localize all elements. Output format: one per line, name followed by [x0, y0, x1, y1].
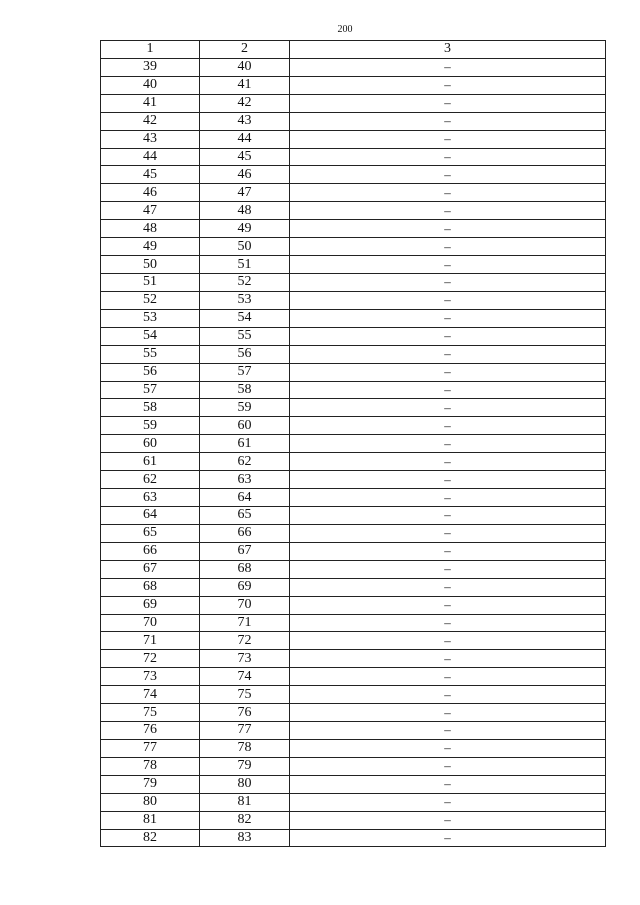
table-cell-col-3: –	[290, 757, 606, 775]
table-cell-col-2: 66	[200, 524, 290, 542]
table-cell-col-2: 48	[200, 202, 290, 220]
column-header-3: 3	[290, 41, 606, 59]
table-cell-col-2: 62	[200, 453, 290, 471]
table-cell-col-1: 60	[101, 435, 200, 453]
table-row	[101, 112, 606, 130]
table-cell-col-1: 76	[101, 722, 200, 740]
table-cell-col-1: 59	[101, 417, 200, 435]
table-row	[101, 417, 606, 435]
table-cell-col-2: 53	[200, 291, 290, 309]
table-cell-col-2: 59	[200, 399, 290, 417]
table-cell-col-1: 52	[101, 291, 200, 309]
table-cell-col-2: 69	[200, 578, 290, 596]
table-cell-col-2: 81	[200, 793, 290, 811]
table-row	[101, 489, 606, 507]
table-cell-col-1: 46	[101, 184, 200, 202]
table-cell-col-2: 51	[200, 256, 290, 274]
table-cell-col-3: –	[290, 435, 606, 453]
table-cell-col-3: –	[290, 58, 606, 76]
table-cell-col-3: –	[290, 166, 606, 184]
table-cell-col-2: 42	[200, 94, 290, 112]
table-cell-col-3: –	[290, 453, 606, 471]
table-cell-col-1: 68	[101, 578, 200, 596]
table-cell-col-2: 61	[200, 435, 290, 453]
table-cell-col-1: 39	[101, 58, 200, 76]
table-cell-col-1: 58	[101, 399, 200, 417]
table-cell-col-2: 72	[200, 632, 290, 650]
table-row	[101, 829, 606, 847]
table-cell-col-3: –	[290, 704, 606, 722]
table-cell-col-1: 45	[101, 166, 200, 184]
table-cell-col-1: 67	[101, 560, 200, 578]
table-row	[101, 632, 606, 650]
table-cell-col-3: –	[290, 739, 606, 757]
table-row	[101, 148, 606, 166]
table-cell-col-3: –	[290, 650, 606, 668]
table-cell-col-3: –	[290, 722, 606, 740]
table-cell-col-1: 79	[101, 775, 200, 793]
table-cell-col-2: 83	[200, 829, 290, 847]
table-cell-col-3: –	[290, 524, 606, 542]
table-cell-col-2: 68	[200, 560, 290, 578]
table-cell-col-1: 53	[101, 309, 200, 327]
table-cell-col-1: 69	[101, 596, 200, 614]
table-row	[101, 166, 606, 184]
table-cell-col-1: 61	[101, 453, 200, 471]
table-row	[101, 435, 606, 453]
table-cell-col-3: –	[290, 471, 606, 489]
table-row	[101, 614, 606, 632]
table-cell-col-2: 73	[200, 650, 290, 668]
table-cell-col-3: –	[290, 238, 606, 256]
table-cell-col-1: 63	[101, 489, 200, 507]
table-cell-col-2: 65	[200, 506, 290, 524]
table-cell-col-3: –	[290, 363, 606, 381]
table-cell-col-3: –	[290, 273, 606, 291]
table-row	[101, 363, 606, 381]
table-cell-col-2: 58	[200, 381, 290, 399]
table-row	[101, 453, 606, 471]
table-cell-col-2: 82	[200, 811, 290, 829]
table-cell-col-1: 47	[101, 202, 200, 220]
table-cell-col-2: 70	[200, 596, 290, 614]
table-row	[101, 327, 606, 345]
table-cell-col-3: –	[290, 489, 606, 507]
data-table	[100, 40, 606, 847]
column-header-1: 1	[101, 41, 200, 59]
table-cell-col-2: 71	[200, 614, 290, 632]
table-cell-col-1: 51	[101, 273, 200, 291]
table-cell-col-1: 62	[101, 471, 200, 489]
table-cell-col-2: 67	[200, 542, 290, 560]
header-row	[101, 41, 606, 59]
table-cell-col-3: –	[290, 76, 606, 94]
table-row	[101, 668, 606, 686]
table-cell-col-2: 43	[200, 112, 290, 130]
table-row	[101, 202, 606, 220]
table-cell-col-1: 72	[101, 650, 200, 668]
table-cell-col-3: –	[290, 130, 606, 148]
table-row	[101, 542, 606, 560]
table-cell-col-2: 40	[200, 58, 290, 76]
table-cell-col-2: 79	[200, 757, 290, 775]
table-cell-col-2: 44	[200, 130, 290, 148]
table-row	[101, 560, 606, 578]
table-cell-col-3: –	[290, 417, 606, 435]
table-cell-col-2: 54	[200, 309, 290, 327]
table-cell-col-3: –	[290, 345, 606, 363]
table-cell-col-2: 50	[200, 238, 290, 256]
table-row	[101, 291, 606, 309]
table-row	[101, 757, 606, 775]
table-cell-col-2: 46	[200, 166, 290, 184]
table-row	[101, 381, 606, 399]
table-row	[101, 524, 606, 542]
table-cell-col-3: –	[290, 578, 606, 596]
table-cell-col-2: 75	[200, 686, 290, 704]
table-body	[101, 58, 606, 847]
table-cell-col-1: 74	[101, 686, 200, 704]
table-cell-col-3: –	[290, 829, 606, 847]
table-cell-col-1: 50	[101, 256, 200, 274]
table-cell-col-1: 75	[101, 704, 200, 722]
table-row	[101, 775, 606, 793]
table-cell-col-3: –	[290, 148, 606, 166]
table-row	[101, 94, 606, 112]
table-row	[101, 309, 606, 327]
table-cell-col-3: –	[290, 112, 606, 130]
table-row	[101, 399, 606, 417]
table-cell-col-3: –	[290, 506, 606, 524]
table-cell-col-2: 77	[200, 722, 290, 740]
table-cell-col-1: 43	[101, 130, 200, 148]
table-cell-col-2: 41	[200, 76, 290, 94]
table-cell-col-1: 82	[101, 829, 200, 847]
table-cell-col-1: 65	[101, 524, 200, 542]
table-cell-col-1: 48	[101, 220, 200, 238]
table-row	[101, 793, 606, 811]
page-number: 200	[337, 24, 353, 35]
table-cell-col-1: 56	[101, 363, 200, 381]
table-row	[101, 471, 606, 489]
table-cell-col-1: 42	[101, 112, 200, 130]
table-cell-col-1: 64	[101, 506, 200, 524]
table-cell-col-3: –	[290, 94, 606, 112]
table-cell-col-1: 81	[101, 811, 200, 829]
table-row	[101, 506, 606, 524]
table-cell-col-1: 49	[101, 238, 200, 256]
table-cell-col-3: –	[290, 309, 606, 327]
table-row	[101, 76, 606, 94]
table-cell-col-1: 70	[101, 614, 200, 632]
table-cell-col-3: –	[290, 291, 606, 309]
table-cell-col-2: 76	[200, 704, 290, 722]
table-row	[101, 184, 606, 202]
table-cell-col-3: –	[290, 793, 606, 811]
table-cell-col-3: –	[290, 184, 606, 202]
table-cell-col-2: 57	[200, 363, 290, 381]
table-cell-col-3: –	[290, 327, 606, 345]
table-row	[101, 345, 606, 363]
table-cell-col-2: 78	[200, 739, 290, 757]
table-cell-col-3: –	[290, 632, 606, 650]
table-cell-col-3: –	[290, 381, 606, 399]
table-cell-col-2: 60	[200, 417, 290, 435]
table-row	[101, 596, 606, 614]
table-cell-col-3: –	[290, 202, 606, 220]
table-row	[101, 811, 606, 829]
table-cell-col-3: –	[290, 596, 606, 614]
table-header	[101, 41, 606, 59]
table-cell-col-1: 57	[101, 381, 200, 399]
table-cell-col-1: 80	[101, 793, 200, 811]
table-cell-col-1: 41	[101, 94, 200, 112]
table-row	[101, 686, 606, 704]
table-row	[101, 739, 606, 757]
table-cell-col-2: 56	[200, 345, 290, 363]
table-cell-col-2: 74	[200, 668, 290, 686]
table-cell-col-1: 40	[101, 76, 200, 94]
table-cell-col-2: 52	[200, 273, 290, 291]
table-cell-col-2: 45	[200, 148, 290, 166]
table-cell-col-1: 78	[101, 757, 200, 775]
table-cell-col-2: 55	[200, 327, 290, 345]
table-cell-col-1: 66	[101, 542, 200, 560]
table-cell-col-3: –	[290, 542, 606, 560]
table-cell-col-3: –	[290, 256, 606, 274]
table-row	[101, 273, 606, 291]
table-cell-col-3: –	[290, 614, 606, 632]
table-cell-col-2: 80	[200, 775, 290, 793]
table-row	[101, 130, 606, 148]
table-cell-col-3: –	[290, 686, 606, 704]
table-cell-col-3: –	[290, 560, 606, 578]
table-row	[101, 704, 606, 722]
table-row	[101, 650, 606, 668]
table-cell-col-2: 47	[200, 184, 290, 202]
table-row	[101, 578, 606, 596]
table-cell-col-1: 44	[101, 148, 200, 166]
table-cell-col-3: –	[290, 775, 606, 793]
table-cell-col-2: 63	[200, 471, 290, 489]
table-cell-col-3: –	[290, 220, 606, 238]
table-cell-col-1: 54	[101, 327, 200, 345]
table-row	[101, 722, 606, 740]
table-cell-col-2: 49	[200, 220, 290, 238]
table-row	[101, 256, 606, 274]
table-cell-col-1: 77	[101, 739, 200, 757]
table-row	[101, 58, 606, 76]
table-cell-col-3: –	[290, 811, 606, 829]
table-row	[101, 238, 606, 256]
table-cell-col-1: 71	[101, 632, 200, 650]
table-cell-col-3: –	[290, 668, 606, 686]
column-header-2: 2	[200, 41, 290, 59]
table-row	[101, 220, 606, 238]
table-cell-col-2: 64	[200, 489, 290, 507]
table-cell-col-3: –	[290, 399, 606, 417]
table-cell-col-1: 73	[101, 668, 200, 686]
table-cell-col-1: 55	[101, 345, 200, 363]
